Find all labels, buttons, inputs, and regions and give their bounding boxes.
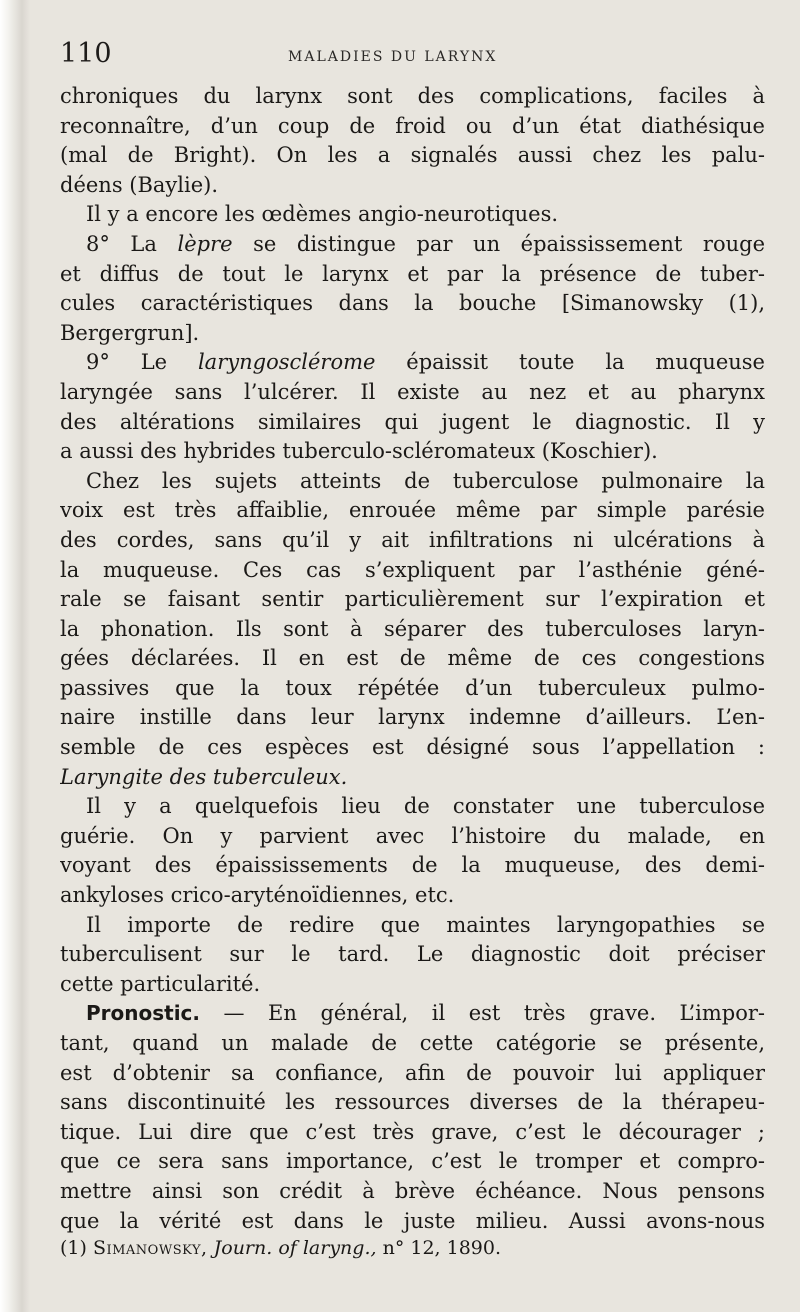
text-line: tuberculisent sur le tard. Le diagnostic doit préciser	[60, 942, 765, 967]
footnote	[60, 1237, 760, 1259]
text-line: gées déclarées. Il en est de même de ces congestions	[60, 646, 765, 671]
text-line: Bergergrun].	[60, 320, 200, 345]
italic-term-lepre: lèpre	[177, 231, 233, 256]
footnote-marker: (1)	[60, 1237, 93, 1259]
text-run: épaissit toute la muqueuse	[375, 350, 765, 375]
running-title: MALADIES DU LARYNX	[288, 49, 498, 65]
text-line	[60, 348, 765, 378]
text-line: cette particularité.	[60, 971, 261, 996]
text-line: Il y a quelquefois lieu de constater une tuberculose	[86, 794, 765, 819]
text-line: la muqueuse. Ces cas s’expliquent par l’asthénie géné-	[60, 557, 765, 582]
text-line: tant, quand un malade de cette catégorie se présente,	[60, 1031, 765, 1055]
text-line: des altérations similaires qui jugent le diagnostic. Il y	[60, 409, 765, 434]
text-line: déens (Baylie).	[60, 172, 219, 197]
text-line: cules caractéristiques dans la bouche [Simanowsky (1),	[60, 291, 765, 316]
text-line	[60, 999, 765, 1029]
text-run: 9° Le	[86, 350, 198, 375]
text-line: Chez les sujets atteints de tuberculose pulmonaire la	[86, 468, 765, 493]
text-line: laryngée sans l’ulcérer. Il existe au nez et au pharynx	[60, 379, 765, 404]
text-line: mettre ainsi son crédit à brève échéance. Nous pensons	[60, 1178, 765, 1203]
text-line: Il importe de redire que maintes laryngopathies se	[86, 912, 765, 937]
text-line: ankyloses crico-aryténoïdiennes, etc.	[60, 883, 455, 908]
footnote-author: Simanowsky,	[92, 1237, 208, 1259]
italic-term-laryngoscleroma: laryngosclérome	[197, 350, 376, 375]
italic-term-laryngite: Laryngite des tuberculeux.	[60, 764, 348, 789]
section-heading-pronostic: Pronostic.	[86, 1001, 201, 1026]
text-line	[60, 230, 765, 260]
text-line: tique. Lui dire que c’est très grave, c’est le décourager ;	[60, 1119, 765, 1144]
page-header	[60, 38, 760, 78]
text-line: a aussi des hybrides tuberculo-scléromateux (Koschier).	[60, 439, 658, 464]
text-line: (mal de Bright). On les a signalés aussi chez les palu-	[60, 143, 765, 168]
text-line: naire instille dans leur larynx indemne d’ailleurs. L’en-	[60, 705, 765, 730]
text-line: que ce sera sans importance, c’est le tromper et compro-	[60, 1149, 765, 1174]
text-line: est d’obtenir sa confiance, afin de pouvoir lui appliquer	[60, 1060, 765, 1085]
text-run: — En général, il est très grave. L’impor-	[200, 1001, 765, 1026]
text-run: se distingue par un épaississement rouge	[232, 231, 765, 256]
text-line: et diffus de tout le larynx et par la présence de tuber-	[60, 261, 765, 286]
text-line: que la vérité est dans le juste milieu. Aussi avons-nous	[60, 1208, 765, 1233]
text-line: guérie. On y parvient avec l’histoire du malade, en	[60, 823, 765, 848]
text-line: voix est très affaiblie, enrouée même par simple parésie	[60, 498, 765, 523]
text-line: passives que la toux répétée d’un tuberculeux pulmo-	[60, 675, 765, 700]
page-gutter-shadow	[0, 0, 30, 1312]
text-line: reconnaître, d’un coup de froid ou d’un état diathésique	[60, 113, 765, 138]
text-line: sans discontinuité les ressources diverses de la thérapeu-	[60, 1090, 765, 1115]
text-line: semble de ces espèces est désigné sous l’appellation :	[60, 735, 765, 760]
body-text	[60, 82, 765, 1236]
footnote-citation: n° 12, 1890.	[376, 1237, 502, 1259]
text-line: voyant des épaississements de la muqueuse, des demi-	[60, 853, 765, 878]
text-line: rale se faisant sentir particulièrement sur l’expiration et	[60, 587, 765, 612]
text-line: la phonation. Ils sont à séparer des tuberculoses laryn-	[60, 616, 765, 641]
footnote-journal: Journ. of laryng.,	[207, 1237, 377, 1259]
text-line: chroniques du larynx sont des complications, faciles à	[60, 84, 765, 108]
text-line	[60, 763, 765, 793]
text-run: 8° La	[86, 231, 178, 256]
text-line: Il y a encore les œdèmes angio-neurotiques.	[86, 202, 559, 227]
text-line: des cordes, sans qu’il y ait infiltrations ni ulcérations à	[60, 527, 765, 552]
page-number: 110	[60, 38, 112, 69]
